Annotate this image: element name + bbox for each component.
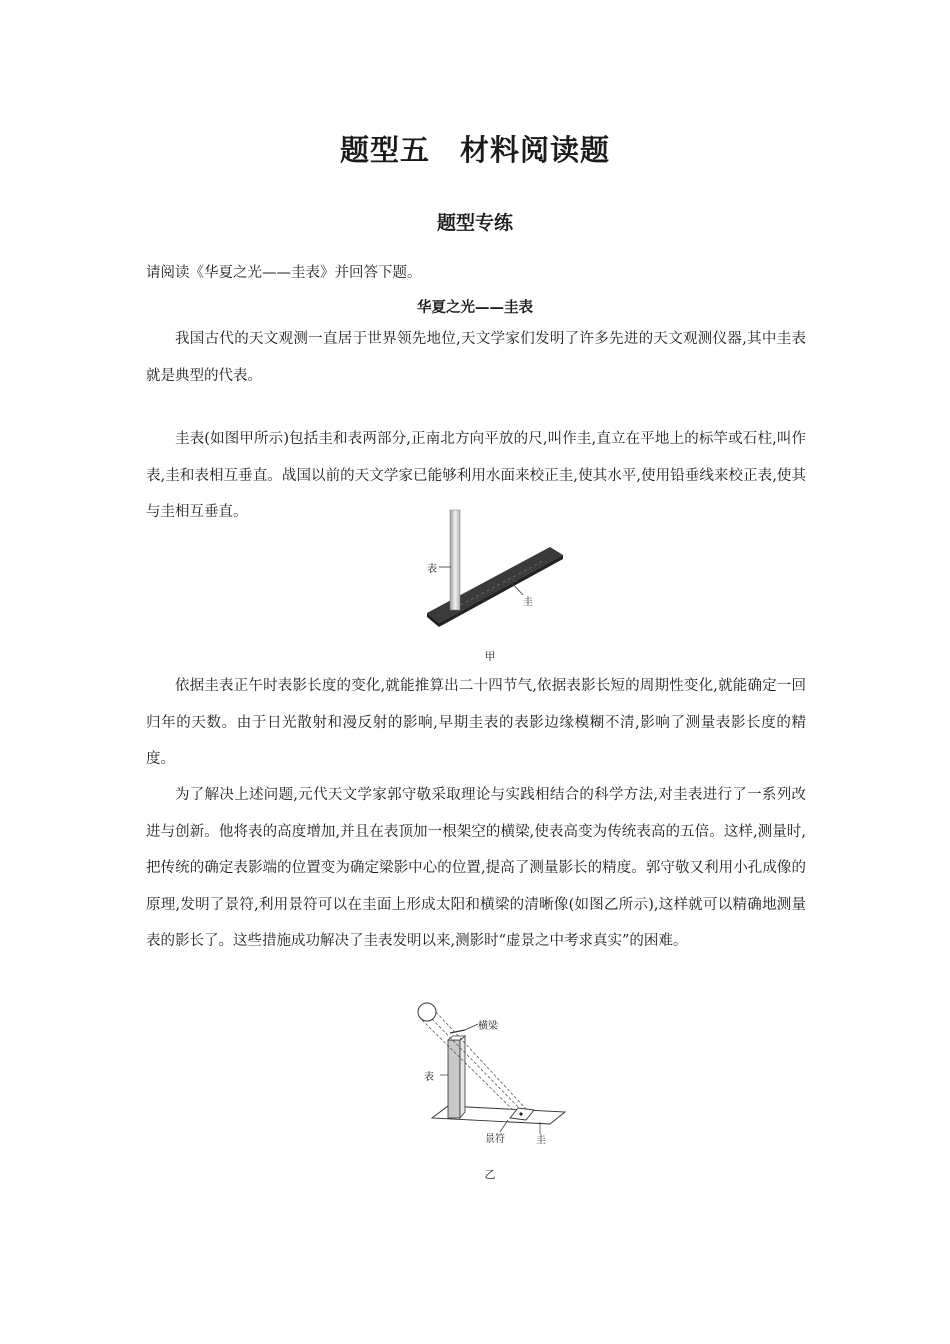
figure-jia — [415, 505, 565, 630]
figure-yi — [410, 1000, 580, 1150]
section-subtitle: 题型专练 — [436, 212, 513, 234]
reading-instruction: 请阅读《华夏之光——圭表》并回答下题。 — [146, 265, 422, 281]
label-jingfu: 景符 — [485, 1134, 505, 1145]
figure-jia-caption: 甲 — [484, 650, 496, 663]
label-gui-yi: 圭 — [536, 1135, 546, 1146]
article-title: 华夏之光——圭表 — [417, 300, 533, 316]
article-paragraph-3: 依据圭表正午时表影长度的变化,就能推算出二十四节气,依据表影长短的周期性变化,就能确定一回归年的天数。由于日光散射和漫反射的影响,早期圭表的表影边缘模糊不清,影响了测量表影长度的精度。 — [146, 678, 806, 767]
title-part-2: 材料阅读题 — [460, 133, 611, 167]
label-hengliang: 横梁 — [478, 1021, 498, 1032]
label-biao-yi: 表 — [424, 1072, 434, 1083]
label-gui-jia: 圭 — [523, 597, 533, 608]
article-paragraph-4: 为了解决上述问题,元代天文学家郭守敬采取理论与实践相结合的科学方法,对圭表进行了一系列改进与创新。他将表的高度增加,并且在表顶加一根架空的横梁,使表高变为传统表高的五倍。这样,测量时,把传统的确定表影端的位置变为确定梁影中心的位置,提高了测量影长的精度。郭守敬又利用小孔成像的原理,发明了景符,利用景符可以在圭面上形成太阳和横梁的清晰像(如图乙所示),这样就可以精确地测量表的影长了。这些措施成功解决了圭表发明以来,测影时“虚景之中考求真实”的困难。 — [146, 787, 806, 949]
title-part-1: 题型五 — [339, 133, 430, 167]
article-paragraph-1: 我国古代的天文观测一直居于世界领先地位,天文学家们发明了许多先进的天文观测仪器,其中圭表就是典型的代表。 — [146, 331, 806, 384]
sun-icon — [418, 1003, 436, 1021]
label-biao-jia: 表 — [427, 564, 437, 575]
figure-jia-leader-lines — [415, 505, 565, 630]
article-paragraph-2: 圭表(如图甲所示)包括圭和表两部分,正南北方向平放的尺,叫作圭,直立在平地上的标竿或石柱,叫作表,圭和表相互垂直。战国以前的天文学家已能够利用水面来校正圭,使其水平,使用铅垂线来校正表,使其与圭相互垂直。 — [146, 431, 806, 520]
figure-yi-caption: 乙 — [484, 1168, 496, 1181]
page-title — [0, 128, 950, 169]
